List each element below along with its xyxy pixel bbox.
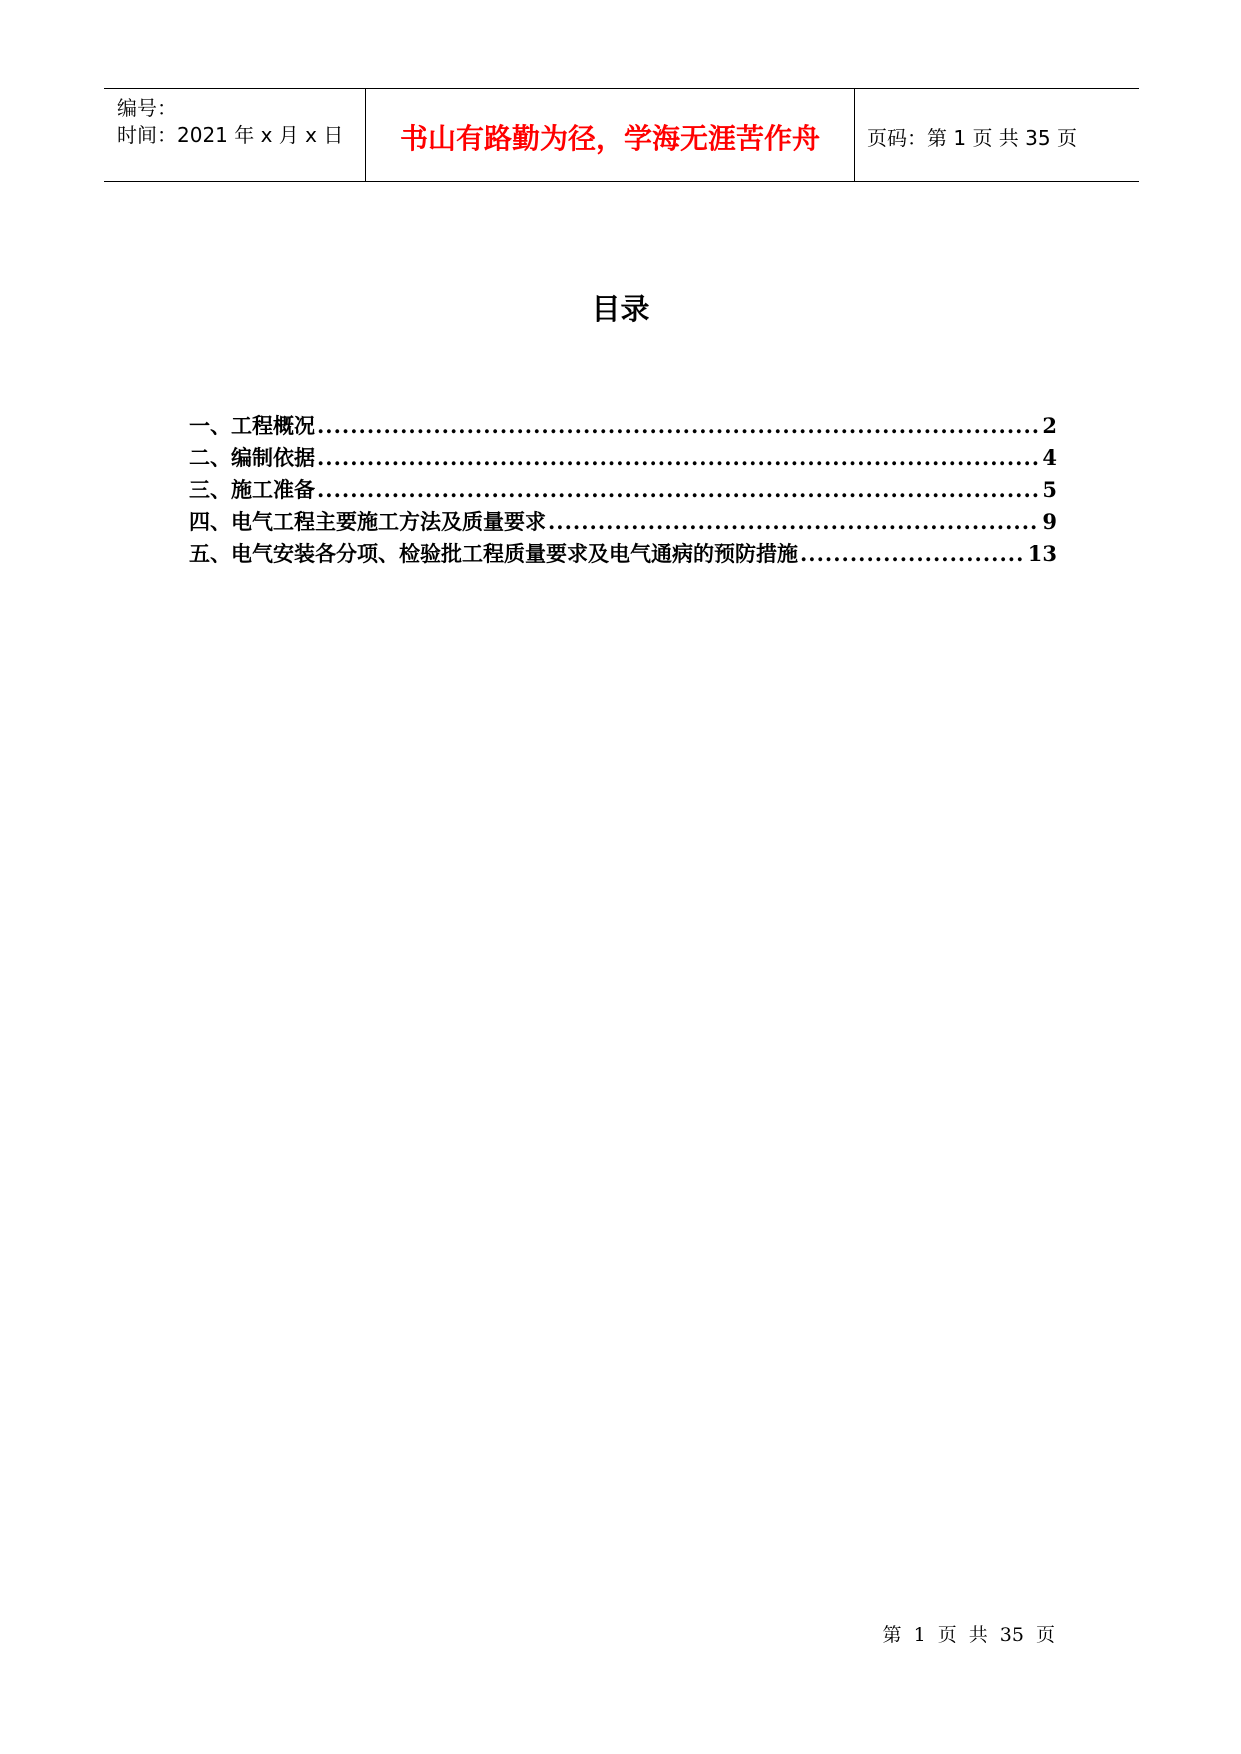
header-motto-cell [366, 89, 855, 181]
document-header [104, 88, 1139, 182]
toc-dot-leader [317, 413, 1040, 438]
toc-title: 目录 [591, 292, 650, 326]
toc-entry-page: 9 [1042, 509, 1057, 534]
toc-dot-leader [317, 477, 1040, 502]
toc-entry-text: 五、电气安装各分项、检验批工程质量要求及电气通病的预防措施 [189, 541, 798, 566]
toc-entry-4[interactable] [189, 506, 1057, 538]
toc-entry-page: 4 [1042, 445, 1057, 470]
header-info-cell [104, 89, 366, 181]
toc-entry-text: 二、编制依据 [189, 445, 315, 470]
toc-dot-leader [800, 541, 1026, 566]
toc-dot-leader [548, 509, 1040, 534]
toc-entry-3[interactable] [189, 474, 1057, 506]
toc-entry-page: 5 [1042, 477, 1057, 502]
document-time-label: 时间：2021 年 x 月 x 日 [117, 123, 344, 147]
toc-entry-page: 13 [1027, 541, 1057, 566]
toc-dot-leader [317, 445, 1040, 470]
toc-entry-text: 一、工程概况 [189, 413, 315, 438]
page-footer: 第 1 页 共 35 页 [882, 1624, 1055, 1646]
toc-entry-text: 三、施工准备 [189, 477, 315, 502]
document-number-label: 编号： [117, 96, 177, 120]
header-page-label: 页码：第 1 页 共 35 页 [867, 126, 1077, 150]
header-page-cell [855, 89, 1139, 181]
toc-entry-page: 2 [1042, 413, 1057, 438]
toc-entry-2[interactable] [189, 442, 1057, 474]
table-of-contents [189, 410, 1057, 570]
toc-entry-text: 四、电气工程主要施工方法及质量要求 [189, 509, 546, 534]
toc-entry-1[interactable] [189, 410, 1057, 442]
header-motto: 书山有路勤为径，学海无涯苦作舟 [399, 122, 820, 155]
toc-entry-5[interactable] [189, 538, 1057, 570]
